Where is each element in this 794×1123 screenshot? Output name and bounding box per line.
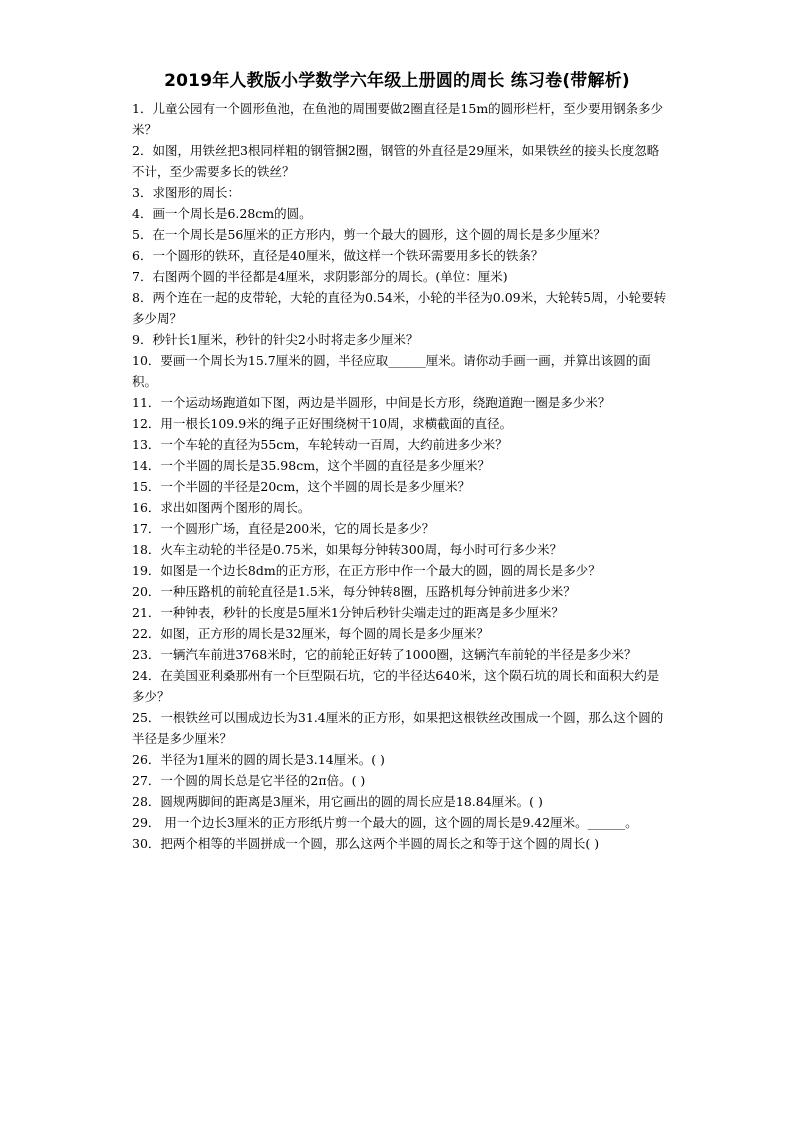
question-item: 1．儿童公园有一个圆形鱼池，在鱼池的周围要做2圈直径是15m的圆形栏杆，至少要用钢条多少米？ xyxy=(132,101,664,137)
question-item: 12．用一根长109.9米的绳子正好围绕树干10周，求横截面的直径。 xyxy=(132,416,513,431)
question-item: 17．一个圆形广场，直径是200米，它的周长是多少？ xyxy=(132,521,435,536)
question-item: 2．如图，用铁丝把3根同样粗的钢管捆2圈，钢管的外直径是29厘米，如果铁丝的接头长度忽略不计，至少需要多长的铁丝？ xyxy=(132,143,660,179)
question-item: 11．一个运动场跑道如下图，两边是半圆形，中间是长方形，绕跑道跑一圈是多少米？ xyxy=(132,395,611,410)
question-item: 5．在一个周长是56厘米的正方形内，剪一个最大的圆形，这个圆的周长是多少厘米？ xyxy=(132,227,606,242)
question-item: 29． 用一个边长3厘米的正方形纸片剪一个最大的圆，这个圆的周长是9.42厘米。______。 xyxy=(132,815,638,830)
question-item: 19．如图是一个边长8dm的正方形，在正方形中作一个最大的圆，圆的周长是多少？ xyxy=(132,563,601,578)
question-item: 9．秒针长1厘米，秒针的针尖2小时将走多少厘米？ xyxy=(132,332,419,347)
question-item: 10．要画一个周长为15.7厘米的圆，半径应取______厘米。请你动手画一画，并算出该圆的面积。 xyxy=(132,353,651,389)
page-title: 2019年人教版小学数学六年级上册圆的周长 练习卷(带解析) xyxy=(164,71,630,91)
question-item: 21．一种钟表，秒针的长度是5厘米1分钟后秒针尖端走过的距离是多少厘米？ xyxy=(132,605,564,620)
question-item: 18．火车主动轮的半径是0.75米，如果每分钟转300周，每小时可行多少米？ xyxy=(132,542,563,557)
question-item: 16．求出如图两个图形的周长。 xyxy=(132,500,311,515)
question-item: 28．圆规两脚间的距离是3厘米，用它画出的圆的周长应是18.84厘米。( ) xyxy=(132,794,543,809)
question-item: 27．一个圆的周长总是它半径的2π倍。( ) xyxy=(132,773,366,788)
question-list xyxy=(132,98,670,854)
question-item: 13．一个车轮的直径为55cm，车轮转动一百周，大约前进多少米？ xyxy=(132,437,508,452)
question-item: 30．把两个相等的半圆拼成一个圆，那么这两个半圆的周长之和等于这个圆的周长( ) xyxy=(132,836,600,851)
question-item: 3．求图形的周长： xyxy=(132,185,240,200)
question-item: 8．两个连在一起的皮带轮，大轮的直径为0.54米，小轮的半径为0.09米，大轮转5周，小轮要转多少周？ xyxy=(132,290,667,326)
question-item: 4．画一个周长是6.28cm的圆。 xyxy=(132,206,312,221)
question-item: 25．一根铁丝可以围成边长为31.4厘米的正方形，如果把这根铁丝改围成一个圆，那么这个圆的半径是多少厘米？ xyxy=(132,710,664,746)
question-item: 22．如图，正方形的周长是32厘米，每个圆的周长是多少厘米？ xyxy=(132,626,489,641)
question-item: 23．一辆汽车前进3768米时，它的前轮正好转了1000圈，这辆汽车前轮的半径是多少米？ xyxy=(132,647,637,662)
question-item: 14．一个半圆的周长是35.98cm，这个半圆的直径是多少厘米？ xyxy=(132,458,491,473)
question-item: 6．一个圆形的铁环，直径是40厘米，做这样一个铁环需要用多长的铁条？ xyxy=(132,248,544,263)
question-item: 7．右图两个圆的半径都是4厘米，求阴影部分的周长。(单位：厘米) xyxy=(132,269,508,284)
question-item: 20．一种压路机的前轮直径是1.5米，每分钟转8圈，压路机每分钟前进多少米？ xyxy=(132,584,576,599)
question-item: 24．在美国亚利桑那州有一个巨型陨石坑，它的半径达640米，这个陨石坑的周长和面积大约是多少？ xyxy=(132,668,660,704)
question-item: 15．一个半圆的半径是20cm，这个半圆的周长是多少厘米？ xyxy=(132,479,471,494)
question-item: 26．半径为1厘米的圆的周长是3.14厘米。( ) xyxy=(132,752,385,767)
